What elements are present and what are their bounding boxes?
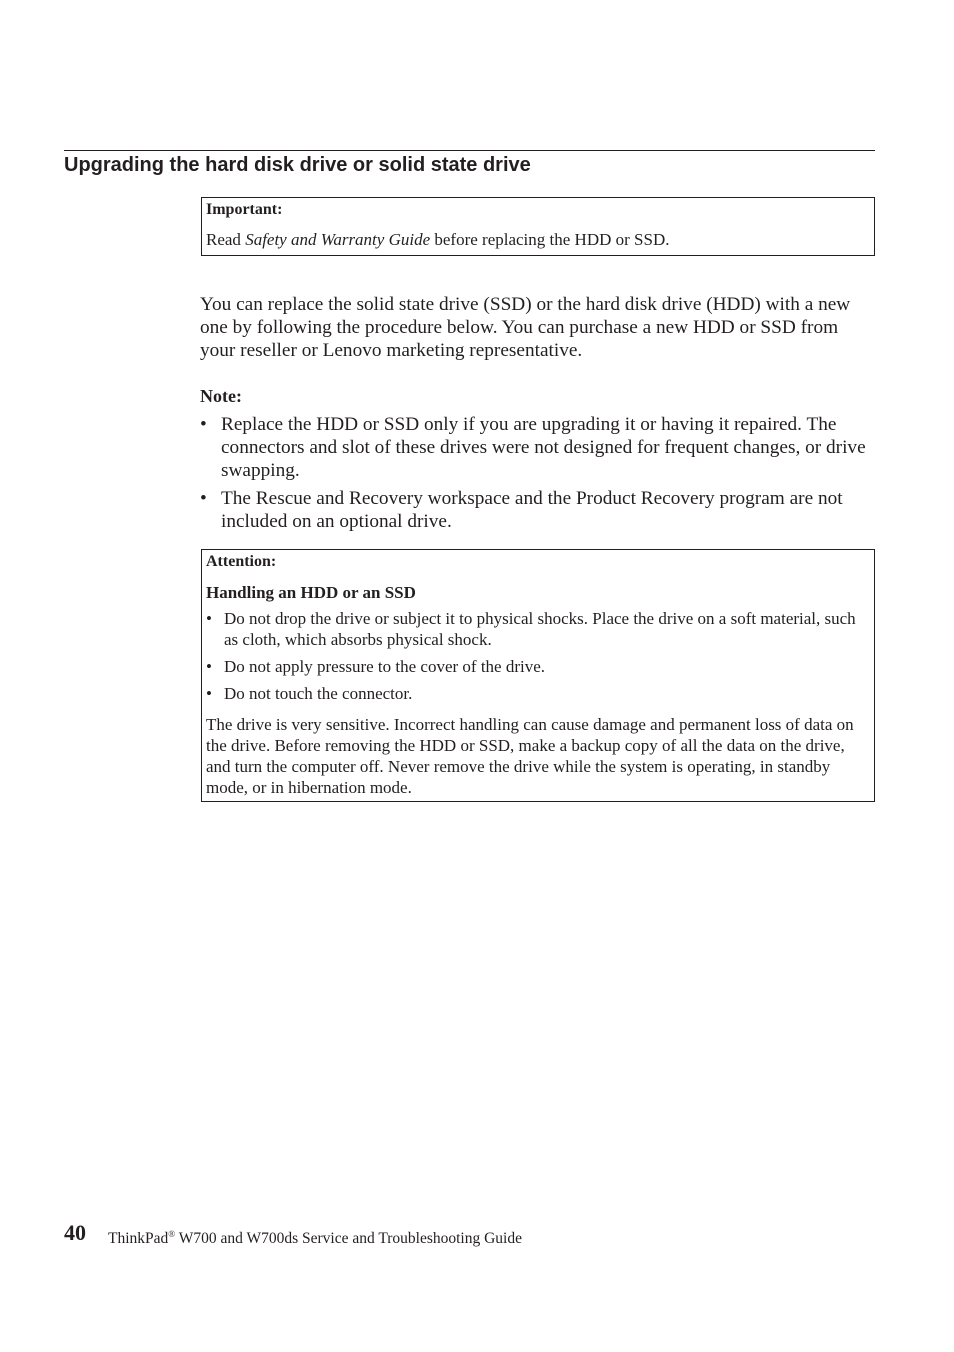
section-rule bbox=[64, 150, 875, 151]
attention-box bbox=[201, 549, 875, 802]
warranty-guide-title: Safety and Warranty Guide bbox=[245, 230, 431, 249]
important-text-after: before replacing the HDD or SSD. bbox=[430, 230, 670, 249]
attention-list bbox=[206, 608, 869, 710]
note-label: Note: bbox=[200, 386, 242, 406]
attention-label: Attention: bbox=[206, 553, 277, 570]
note-list bbox=[200, 413, 876, 538]
page-number: 40 bbox=[64, 1220, 86, 1245]
footer-brand: ThinkPad bbox=[108, 1230, 169, 1247]
important-label: Important: bbox=[206, 201, 283, 218]
attention-subheading: Handling an HDD or an SSD bbox=[206, 583, 416, 602]
section-title: Upgrading the hard disk drive or solid state drive bbox=[64, 154, 531, 176]
bullet: • bbox=[206, 657, 212, 676]
important-text-before: Read bbox=[206, 230, 246, 249]
bullet: • bbox=[200, 488, 207, 509]
list-item: • Do not touch the connector. bbox=[206, 684, 413, 703]
intro-paragraph: You can replace the solid state drive (SSD) or the hard disk drive (HDD) with a new one by following the procedure below. You can purchase a new HDD or SSD from your reseller or Lenovo marketing representative. bbox=[200, 294, 851, 361]
list-item: • The Rescue and Recovery workspace and the Product Recovery program are not included on an optional drive. bbox=[200, 488, 843, 532]
list-item: • Do not apply pressure to the cover of the drive. bbox=[206, 657, 546, 676]
attention-paragraph: The drive is very sensitive. Incorrect handling can cause damage and permanent loss of data on the drive. Before removing the HDD or SSD, make a backup copy of all the data on the drive, and turn the computer off. Never remove the drive while the system is operating, in standby mode, or in hibernation mode. bbox=[206, 715, 854, 797]
bullet: • bbox=[206, 684, 212, 703]
trademark-symbol: ® bbox=[168, 1229, 176, 1239]
list-item: • Replace the HDD or SSD only if you are upgrading it or having it repaired. The connectors and slot of these drives were not designed for frequent changes, or drive swapping. bbox=[200, 414, 866, 481]
important-box bbox=[201, 197, 875, 256]
bullet: • bbox=[200, 414, 207, 435]
bullet: • bbox=[206, 609, 212, 628]
footer-title bbox=[108, 1224, 522, 1249]
list-item: • Do not drop the drive or subject it to physical shocks. Place the drive on a soft material, such as cloth, which absorbs physical shock. bbox=[206, 609, 856, 649]
footer-title-rest: W700 and W700ds Service and Troubleshooting Guide bbox=[175, 1230, 522, 1247]
important-text bbox=[206, 229, 869, 250]
